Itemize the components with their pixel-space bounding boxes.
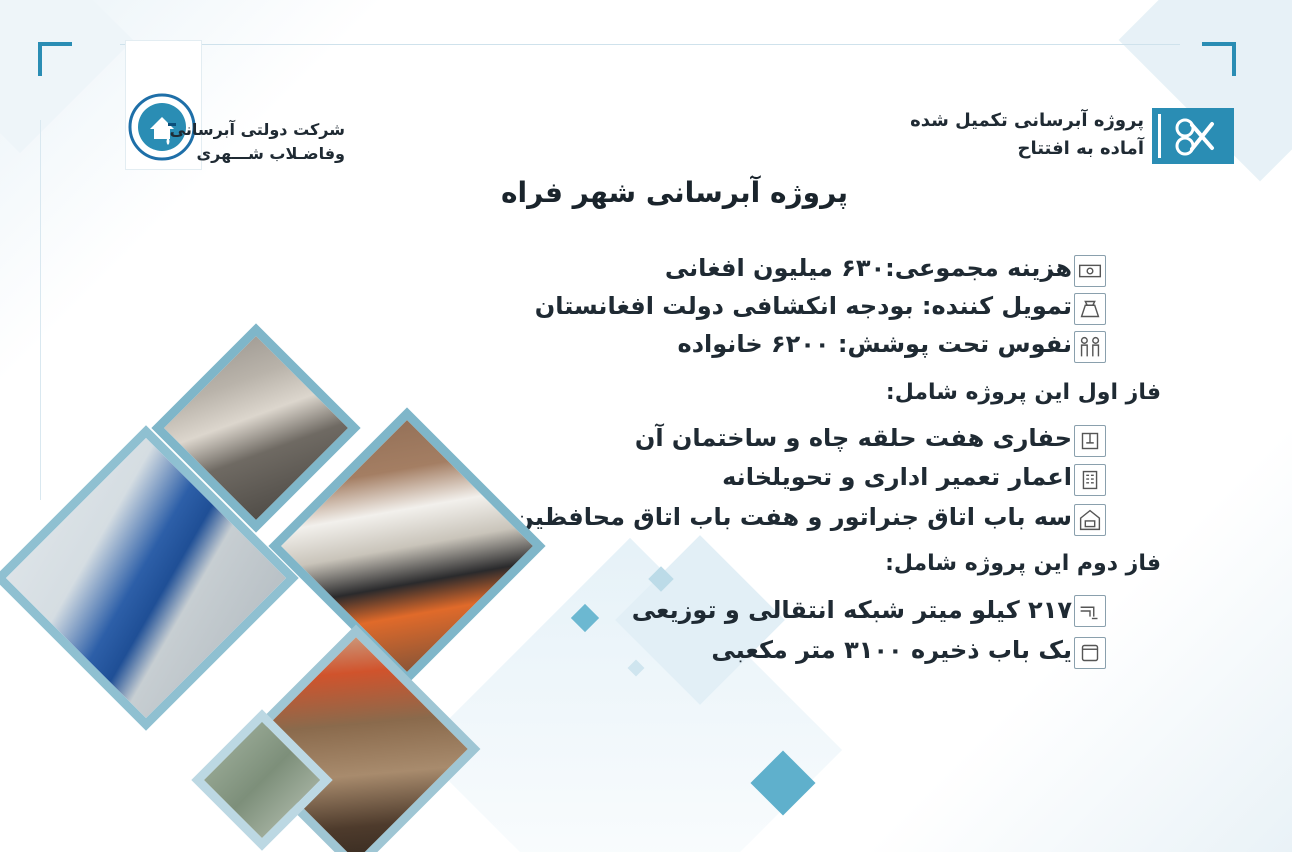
- phase1-item-generator: سه باب اتاق جنراتور و هفت باب اتاق محافظین: [513, 503, 1072, 531]
- badge-line2: آماده به افتتاح: [1017, 138, 1144, 159]
- org-name-line1: شرکت دولتی آبرسانی: [169, 120, 345, 139]
- detail-population: نفوس تحت پوشش: ۶۲۰۰ خانواده: [677, 330, 1072, 358]
- frame-corner-top-right: [1202, 42, 1236, 76]
- phase1-item-wells: حفاری هفت حلقه چاه و ساختمان آن: [634, 424, 1072, 452]
- funding-bag-icon: [1074, 293, 1106, 325]
- frame-line-top: [120, 44, 1180, 45]
- detail-funder: تمویل کننده: بودجه انکشافی دولت افغانستان: [534, 292, 1072, 320]
- well-icon: [1074, 425, 1106, 457]
- pipe-network-icon: [1074, 595, 1106, 627]
- phase2-item-network: ۲۱۷ کیلو میتر شبکه انتقالی و توزیعی: [631, 596, 1072, 624]
- phase1-item-building: اعمار تعمیر اداری و تحویلخانه: [722, 463, 1072, 491]
- org-name-line2: وفاضـلاب شـــهری: [196, 144, 345, 163]
- phase2-item-reservoir: یک باب ذخیره ۳۱۰۰ متر مکعبی: [711, 636, 1072, 664]
- frame-corner-top-left: [38, 42, 72, 76]
- building-icon: [1074, 464, 1106, 496]
- money-icon: [1074, 255, 1106, 287]
- phase2-heading: فاز دوم این پروژه شامل:: [885, 551, 1161, 576]
- generator-room-icon: [1074, 504, 1106, 536]
- water-tank-icon: [1074, 637, 1106, 669]
- page-title: پروژه آبرسانی شهر فراه: [501, 176, 848, 209]
- scissors-icon: [1152, 108, 1234, 164]
- frame-line-left: [40, 120, 41, 500]
- family-icon: [1074, 331, 1106, 363]
- badge-line1: پروژه آبرسانی تکمیل شده: [910, 110, 1144, 131]
- bg-diamond: [0, 0, 133, 153]
- phase1-heading: فاز اول این پروژه شامل:: [885, 380, 1161, 405]
- detail-cost: هزینه مجموعی:۶۳۰ میلیون افغانی: [664, 254, 1072, 282]
